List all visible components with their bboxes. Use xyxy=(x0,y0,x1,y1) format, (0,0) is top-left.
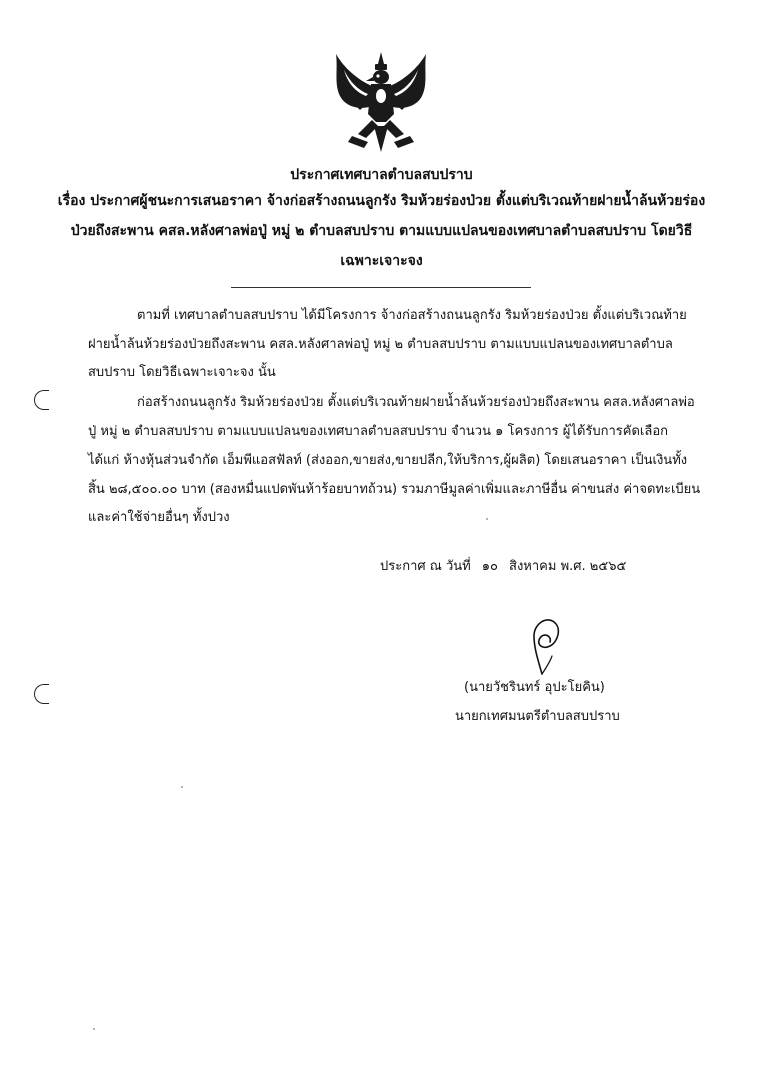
title-divider xyxy=(231,287,531,288)
announcement-date xyxy=(380,558,626,576)
subject-line-1: เรื่อง ประกาศผู้ชนะการเสนอราคา จ้างก่อสร้างถนนลูกรัง ริมห้วยร่องป่วย ตั้งแต่บริเวณท้ายฝายน้ำล้นห้วยร่อง xyxy=(57,193,706,209)
scan-speck xyxy=(181,786,183,788)
announcement-month-year: สิงหาคม พ.ศ. ๒๕๖๕ xyxy=(509,559,627,574)
paragraph-2-line-2: ปู่ หมู่ ๒ ตำบลสบปราบ ตามแบบแปลนของเทศบาลตำบลสบปราบ จำนวน ๑ โครงการ ผู้ได้รับการคัดเลือก xyxy=(88,424,669,439)
subject-line-3: เฉพาะเจาะจง xyxy=(340,253,423,269)
paragraph-2-line-5: และค่าใช้จ่ายอื่นๆ ทั้งปวง xyxy=(88,510,230,525)
paragraph-2-line-3: ได้แก่ ห้างหุ้นส่วนจำกัด เอ็มพีแอสฟัลท์ (ส่งออก,ขายส่ง,ขายปลีก,ให้บริการ,ผู้ผลิต) โดยเสนอราคา เป็นเงินทั้ง xyxy=(88,453,688,468)
scan-speck xyxy=(486,518,488,520)
garuda-emblem-icon xyxy=(328,50,434,154)
page-title: ประกาศเทศบาลตำบลสบปราบ xyxy=(290,167,473,183)
scan-speck xyxy=(93,1028,95,1030)
announcement-prefix: ประกาศ ณ วันที่ xyxy=(380,559,471,574)
paragraph-1-line-2: ฝายน้ำล้นห้วยร่องป่วยถึงสะพาน คสล.หลังศาลพ่อปู่ หมู่ ๒ ตำบลสบปราบ ตามแบบแปลนของเทศบาลตำบล xyxy=(88,337,673,352)
paragraph-2-line-1: ก่อสร้างถนนลูกรัง ริมห้วยร่องป่วย ตั้งแต่บริเวณท้ายฝายน้ำล้นห้วยร่องป่วยถึงสะพาน คสล.หลังศาลพ่อ xyxy=(137,395,695,410)
signatory-name: (นายวัชรินทร์ อุปะโยคิน) xyxy=(464,680,605,695)
announcement-day: ๑๐ xyxy=(481,559,498,574)
punch-hole-mark xyxy=(34,684,49,704)
paragraph-2-line-4: สิ้น ๒๘,๕๐๐.๐๐ บาท (สองหมื่นแปดพันห้าร้อยบาทถ้วน) รวมภาษีมูลค่าเพิ่มและภาษีอื่น ค่าขนส่ง ค่าจดทะเบียน xyxy=(88,482,701,497)
signatory-position: นายกเทศมนตรีตำบลสบปราบ xyxy=(455,709,620,724)
subject-line-2: ป่วยถึงสะพาน คสล.หลังศาลพ่อปู่ หมู่ ๒ ตำบลสบปราบ ตามแบบแปลนของเทศบาลตำบลสบปราบ โดยวิธี xyxy=(70,223,693,239)
punch-hole-mark xyxy=(34,390,49,410)
paragraph-1-line-1: ตามที่ เทศบาลตำบลสบปราบ ได้มีโครงการ จ้างก่อสร้างถนนลูกรัง ริมห้วยร่องป่วย ตั้งแต่บริเวณท้าย xyxy=(137,308,687,323)
handwritten-signature xyxy=(512,612,572,678)
paragraph-1-line-3: สบปราบ โดยวิธีเฉพาะเจาะจง นั้น xyxy=(88,365,276,380)
